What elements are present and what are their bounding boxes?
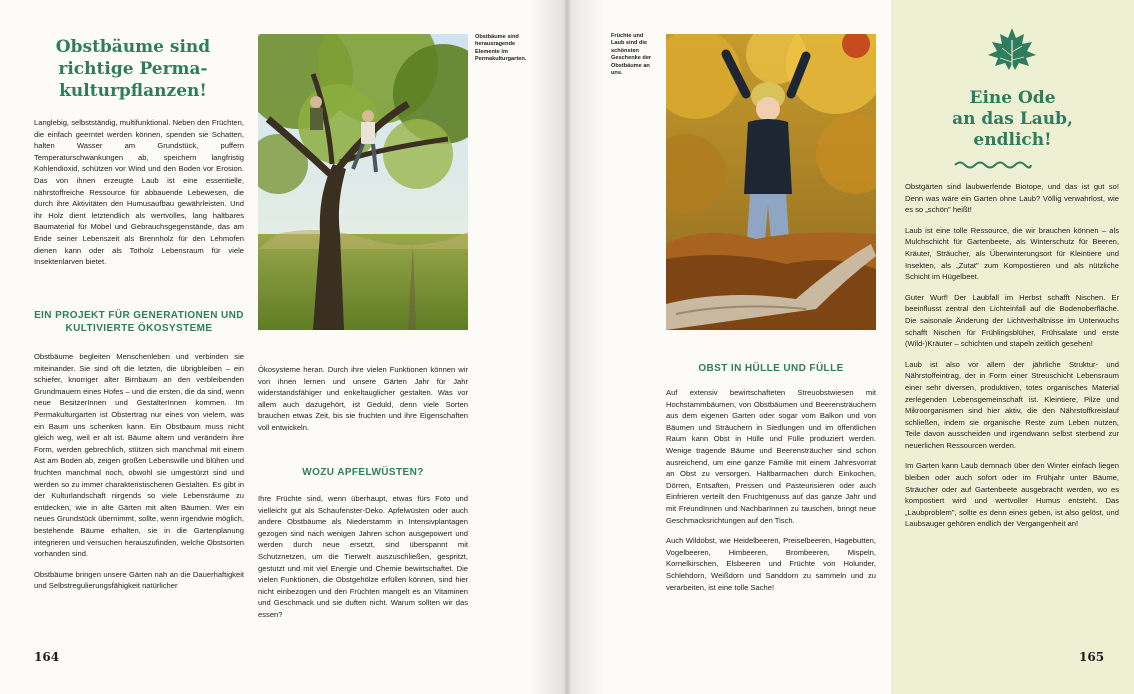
orchard-tree-illustration <box>258 34 468 330</box>
sidebar-title: Eine Ode an das Laub, endlich! <box>952 88 1073 150</box>
left-column-2-text-top: Ökosysteme heran. Durch ihre vielen Funktionen können wir von ihnen lernen und unsere Gärten Jahr für Jahr widerstandsfähiger und enkeltauglicher gestalten. Was vor allem auch dazugehört, ist Geduld, denn viele Sorten brauchen etwas Zeit, bis sie fruchten und ihre Eigenschaften voll entwickeln. <box>258 365 468 432</box>
orchard-tree-photo <box>258 34 468 330</box>
page-number-right: 165 <box>1079 650 1105 664</box>
left-subhead-generations: EIN PROJEKT FÜR GENERATIONEN UND KULTIVIERTE ÖKOSYSTEME <box>34 310 244 334</box>
left-subhead-apfelwuesten: WOZU APFELWÜSTEN? <box>302 467 424 478</box>
right-column-text: Auf extensiv bewirtschafteten Streuobstwiesen mit Hochstammbäumen, von Obstbäumen und Beerensträuchern aus dem eigenen Garten oder sogar vom Balkon und von Bäumen und Sträuchern in Siedlungen und im öffentlichen Raum kann Obst in Hülle und Fülle produziert werden. Wenige tragende Bäume und Beerensträucher sind schon ausreichend, um eine ganze Familie mit einem Jahresvorrat an Obst zu versorgen. Haltbarmachen durch Einkochen, Dörren, Entsaften, Pressen und Pasteurisieren oder auch Einfrieren verteilt den Fruchtgenuss auf das ganze Jahr und mit FreundInnen und NachbarInnen zu tauschen, bringt neue Geschmacksrichtungen auf den Tisch. Auch Wildobst, wie Heidelbeeren, Preiselbeeren, Hagebutten, Vogelbeeren, Himbeeren, Brombeeren, Mispeln, Kornelkirschen, Elsbeeren und Früchte von Holunder, Schlehdorn, Weißdorn und Sanddorn zu sammeln und zu verarbeiten, ist eine tolle Sache! <box>666 388 876 592</box>
left-column-1-text: Obstbäume begleiten Menschenleben und verbinden sie miteinander. Sie sind oft die letzten, die übrigbleiben – ein schiefer, knorriger alter Birnbaum an den verbleibenden Grundmauern eines Hofes – und die ersten, die da sind, wenn neue BesitzerInnen und GestalterInnen kommen. Im Permakulturgarten ist Obstertrag nur eines von vielem, was ein Baum uns schenken kann. Ein Obstbaum muss nicht gleich weg, weil er alt ist. Bäume altern und verändern ihre Form, werden gebrechlich, stützen sich manchmal mit einem Ast am Boden ab, zeigen großen Lebenswille und blühen und fruchten manchmal noch, obwohl sie umgestürzt sind und werden so zu immer charakteristischeren Gestalten. Es gibt in der Kulturlandschaft nirgends so viele Lebensräume zu entdecken, wie in alte Gärten mit alten Bäumen. Wer ein neues Grundstück übernimmt, sollte, wenn irgendwie möglich, bestehende Bäume erhalten, sie in die Gartenplanung integrieren und versuchen herauszufinden, welche Obstsorten vorhanden sind. Obstbäume bringen unsere Gärten nah an die Dauerhaftigkeit und Selbstregulierungsfähigkeit natürlicher <box>34 352 244 591</box>
sidebar-text: Obstgärten sind laubwerfende Biotope, und das ist gut so! Denn was wäre ein Garten ohne Laub? Völlig verwahrlost, wie es so „schön" heißt! Laub ist eine tolle Ressource, die wir brauchen können – als Mulchschicht für Gartenbeete, als Winterschutz für Beeren, Kräuter, Sträucher, als Überwinterungsort für Kleintiere und Insekten, als „Zutat" zum Kompostieren und als nützliche Schicht im Hügelbeet. Guter Wurf! Der Laubfall im Herbst schafft Nischen. Er beeinflusst zentral den Lichteinfall auf die Bodenoberfläche. Die saisonale Änderung der Lichtverhältnisse im Unterwuchs schafft Nischen für Frühlingsblüher, Frühsalate und erste (Wild-)Kräuter – schichten und stapeln zeitlich gesehen! Laub ist also vor allem der jährliche Struktur- und Nährstoffeintrag, der in Form einer Streuschicht Lebensraum einer sehr diversen, produktiven, totes organisches Material zerlegenden Lebensgemeinschaft ist. Kleintiere, Pilze und Mikroorganismen sind hier aktiv, die den Nährstoffkreislauf schließen, indem sie organische Reste zum Leben nutzen, Teile davon ausscheiden und irgendwann selbst sterbend zur neuerlichen Ressourcen werden. Im Garten kann Laub demnach über den Winter einfach liegen bleiben oder auch sofort oder im Frühjahr unter Bäume, Sträucher oder auf Gartenbeete ausgebracht werden, wo es kompostiert wird und wertvoller Humus entsteht. Das „Laubproblem", sollte es denn eines geben, ist also gelöst, und Laubsauger gehören endlich der Vergangenheit an! <box>905 182 1119 529</box>
right-subhead-obst: OBST IN HÜLLE UND FÜLLE <box>698 363 844 374</box>
wave-divider-icon <box>953 160 1033 170</box>
left-column-2-text-bottom: Ihre Früchte sind, wenn überhaupt, etwas fürs Foto und vielleicht gut als Schaufenster-Deko. Apfelwüsten oder auch andere Obstbäume als Niederstamm in Intensivplantagen gezogen sind nach wenigen Jahren schon ausgepowert und werden durch neue ersetzt, sind überspannt mit Schutznetzen, um die Tierwelt auszuschließen, gespritzt, gestutzt und mit viel Energie und Chemie bewirtschaftet. Die vielen Funktionen, die Obstgehölze erfüllen können, sind hier nicht einbezogen und den Früchten mangelt es an Vitaminen und Geschmack und sie duften nicht. Warum sollten wir das essen? <box>258 494 468 619</box>
laub-sidebar <box>891 0 1134 694</box>
page-number-left: 164 <box>34 650 60 664</box>
child-leaves-illustration <box>666 34 876 330</box>
right-photo-caption: Früchte und Laub sind die schönsten Geschenke der Obstbäume an uns. <box>611 33 652 77</box>
left-photo-caption: Obstbäume sind herausragende Elemente im Permakulturgarten. <box>475 34 527 63</box>
left-page-title: Obstbäume sind richtige Perma- kulturpflanzen! <box>55 37 211 101</box>
maple-leaf-icon <box>986 26 1038 78</box>
child-leaves-photo <box>666 34 876 330</box>
left-intro-text: Langlebig, selbstständig, multifunktional. Neben den Früchten, die einfach geerntet werden können, spenden sie Schatten, halten Wasser am Grundstück, puffern Temperaturschwankungen ab, speichern langfristig Kohlendioxid, schützen vor Wind und den Boden vor Erosion. Das von ihnen erzeugte Laub ist eine essentielle, nährstoffreiche Ressource für abbauende Lebewesen, die durch ihre Aktivitäten den Humusaufbau gewährleisten. Und ihr Holz dient letztendlich als wertvolles, lang haltbares Baumaterial für Möbel und Gebrauchsgegenstände, das am Ende seiner Lebenszeit als Brennholz für den Lehmofen dienen kann oder als Totholz Lebensraum für viele Insektenlarven bietet. <box>34 118 244 267</box>
